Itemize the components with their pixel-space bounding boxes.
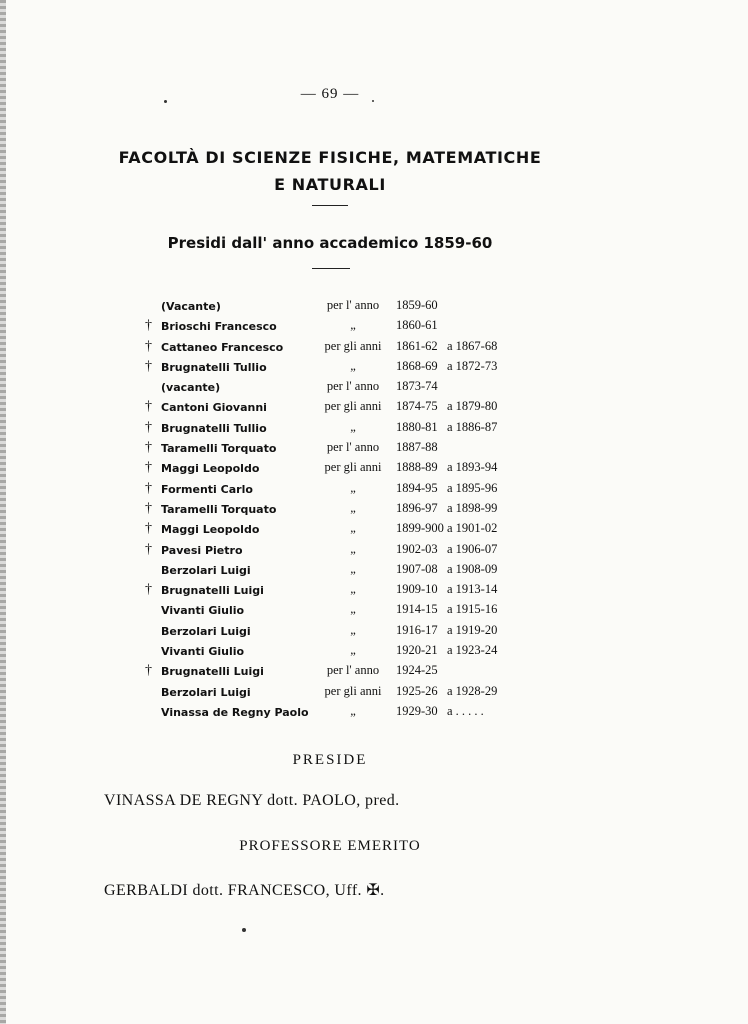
deceased-mark: † (145, 663, 152, 679)
president-row (140, 298, 540, 318)
deceased-mark: † (145, 318, 152, 334)
faculty-title-line-1: FACOLTÀ DI SCIENZE FISICHE, MATEMATICHE (118, 148, 542, 167)
president-row (140, 481, 540, 501)
president-row (140, 339, 540, 359)
president-row (140, 704, 540, 724)
president-period-label: per gli anni (324, 338, 382, 353)
president-name: Cattaneo Francesco (161, 340, 284, 354)
president-name: Maggi Leopoldo (161, 523, 260, 537)
emerito-entry: GERBALDI dott. FRANCESCO, Uff. ✠. (104, 882, 385, 899)
president-period-label: per l' anno (326, 440, 380, 455)
president-year-to: a 1898-99 (447, 500, 498, 515)
president-period-label: per l' anno (326, 663, 380, 678)
president-year-from: 1929-30 (396, 703, 438, 718)
faculty-title (100, 144, 560, 198)
president-name: Brugnatelli Luigi (161, 665, 264, 679)
president-year-from: 1925-26 (396, 683, 438, 698)
deceased-mark: † (145, 541, 152, 557)
president-name: Berzolari Luigi (161, 563, 251, 577)
president-name: Cantoni Giovanni (161, 401, 267, 415)
president-year-from: 1873-74 (396, 379, 438, 394)
president-year-from: 1914-15 (396, 602, 438, 617)
president-year-from: 1880-81 (396, 419, 438, 434)
faculty-title-line-2: E NATURALI (274, 175, 386, 194)
president-year-to: a 1895-96 (447, 480, 498, 495)
president-year-from: 1874-75 (396, 399, 438, 414)
president-year-to: a 1872-73 (447, 358, 498, 373)
president-year-to: a . . . . . (447, 703, 484, 718)
president-period-label: „ (350, 358, 356, 373)
president-period-label: „ (350, 703, 356, 718)
preside-entry: VINASSA DE REGNY dott. PAOLO, pred. (104, 792, 400, 809)
president-year-to: a 1893-94 (447, 460, 498, 475)
president-year-to: a 1906-07 (447, 541, 498, 556)
president-year-to: a 1915-16 (447, 602, 498, 617)
ink-speck (372, 100, 374, 102)
president-period-label: „ (350, 582, 356, 597)
president-period-label: „ (350, 643, 356, 658)
president-row (140, 460, 540, 480)
president-name: (vacante) (161, 381, 221, 395)
presidents-heading: Presidi dall' anno accademico 1859-60 (167, 234, 493, 252)
president-row (140, 623, 540, 643)
president-year-to: a 1867-68 (447, 338, 498, 353)
deceased-mark: † (145, 521, 152, 537)
president-name: Berzolari Luigi (161, 624, 251, 638)
deceased-mark: † (145, 480, 152, 496)
presidents-list (140, 298, 540, 724)
president-row (140, 582, 540, 602)
president-year-from: 1868-69 (396, 358, 438, 373)
president-year-from: 1894-95 (396, 480, 438, 495)
president-row (140, 521, 540, 541)
president-year-from: 1907-08 (396, 561, 438, 576)
president-period-label: „ (350, 500, 356, 515)
president-name: Vivanti Giulio (161, 645, 245, 659)
president-year-to: a 1901-02 (447, 521, 498, 536)
president-year-from: 1920-21 (396, 643, 438, 658)
president-year-to: a 1923-24 (447, 643, 498, 658)
president-name: Brugnatelli Luigi (161, 584, 264, 598)
president-row (140, 663, 540, 683)
president-row (140, 501, 540, 521)
president-period-label: „ (350, 541, 356, 556)
page-number: — 69 — (300, 86, 360, 102)
president-row (140, 562, 540, 582)
president-year-to: a 1908-09 (447, 561, 498, 576)
ink-speck (242, 928, 246, 932)
deceased-mark: † (145, 399, 152, 415)
president-period-label: „ (350, 480, 356, 495)
president-name: Vinassa de Regny Paolo (161, 705, 309, 719)
president-year-to: a 1879-80 (447, 399, 498, 414)
president-row (140, 379, 540, 399)
president-name: Maggi Leopoldo (161, 462, 260, 476)
deceased-mark: † (145, 419, 152, 435)
president-period-label: per gli anni (324, 399, 382, 414)
president-period-label: „ (350, 602, 356, 617)
president-row (140, 684, 540, 704)
president-year-from: 1902-03 (396, 541, 438, 556)
deceased-mark: † (145, 358, 152, 374)
scan-border (0, 0, 6, 1024)
president-row (140, 399, 540, 419)
president-year-to: a 1928-29 (447, 683, 498, 698)
president-name: Taramelli Torquato (161, 502, 277, 516)
preside-title: PRESIDE (292, 752, 368, 768)
president-name: Formenti Carlo (161, 482, 253, 496)
president-period-label: per l' anno (326, 298, 380, 312)
president-year-from: 1899-900 (396, 521, 444, 536)
president-year-from: 1860-61 (396, 318, 438, 333)
president-year-to: a 1913-14 (447, 582, 498, 597)
president-year-from: 1888-89 (396, 460, 438, 475)
president-name: Brioschi Francesco (161, 320, 277, 334)
president-year-from: 1859-60 (396, 298, 438, 312)
president-period-label: per l' anno (326, 379, 380, 394)
president-period-label: per gli anni (324, 683, 382, 698)
president-year-from: 1909-10 (396, 582, 438, 597)
president-year-from: 1924-25 (396, 663, 438, 678)
emerito-title: PROFESSORE EMERITO (239, 838, 421, 854)
deceased-mark: † (145, 440, 152, 456)
president-year-from: 1916-17 (396, 622, 438, 637)
president-row (140, 602, 540, 622)
president-year-from: 1861-62 (396, 338, 438, 353)
president-year-to: a 1886-87 (447, 419, 498, 434)
president-row (140, 318, 540, 338)
president-period-label: „ (350, 622, 356, 637)
deceased-mark: † (145, 460, 152, 476)
president-period-label: per gli anni (324, 460, 382, 475)
president-name: Taramelli Torquato (161, 442, 277, 456)
deceased-mark: † (145, 338, 152, 354)
president-period-label: „ (350, 318, 356, 333)
president-period-label: „ (350, 419, 356, 434)
president-period-label: „ (350, 561, 356, 576)
president-row (140, 359, 540, 379)
president-row (140, 542, 540, 562)
president-row (140, 420, 540, 440)
president-name: Brugnatelli Tullio (161, 421, 267, 435)
president-period-label: „ (350, 521, 356, 536)
president-year-from: 1887-88 (396, 440, 438, 455)
president-name: Vivanti Giulio (161, 604, 245, 618)
divider-rule (312, 205, 348, 206)
president-name: Pavesi Pietro (161, 543, 243, 557)
president-year-to: a 1919-20 (447, 622, 498, 637)
deceased-mark: † (145, 500, 152, 516)
president-year-from: 1896-97 (396, 500, 438, 515)
president-name: (Vacante) (161, 300, 221, 313)
president-row (140, 440, 540, 460)
president-name: Berzolari Luigi (161, 685, 251, 699)
divider-rule (312, 268, 350, 269)
president-name: Brugnatelli Tullio (161, 360, 267, 374)
ink-speck (164, 100, 167, 103)
president-row (140, 643, 540, 663)
deceased-mark: † (145, 582, 152, 598)
